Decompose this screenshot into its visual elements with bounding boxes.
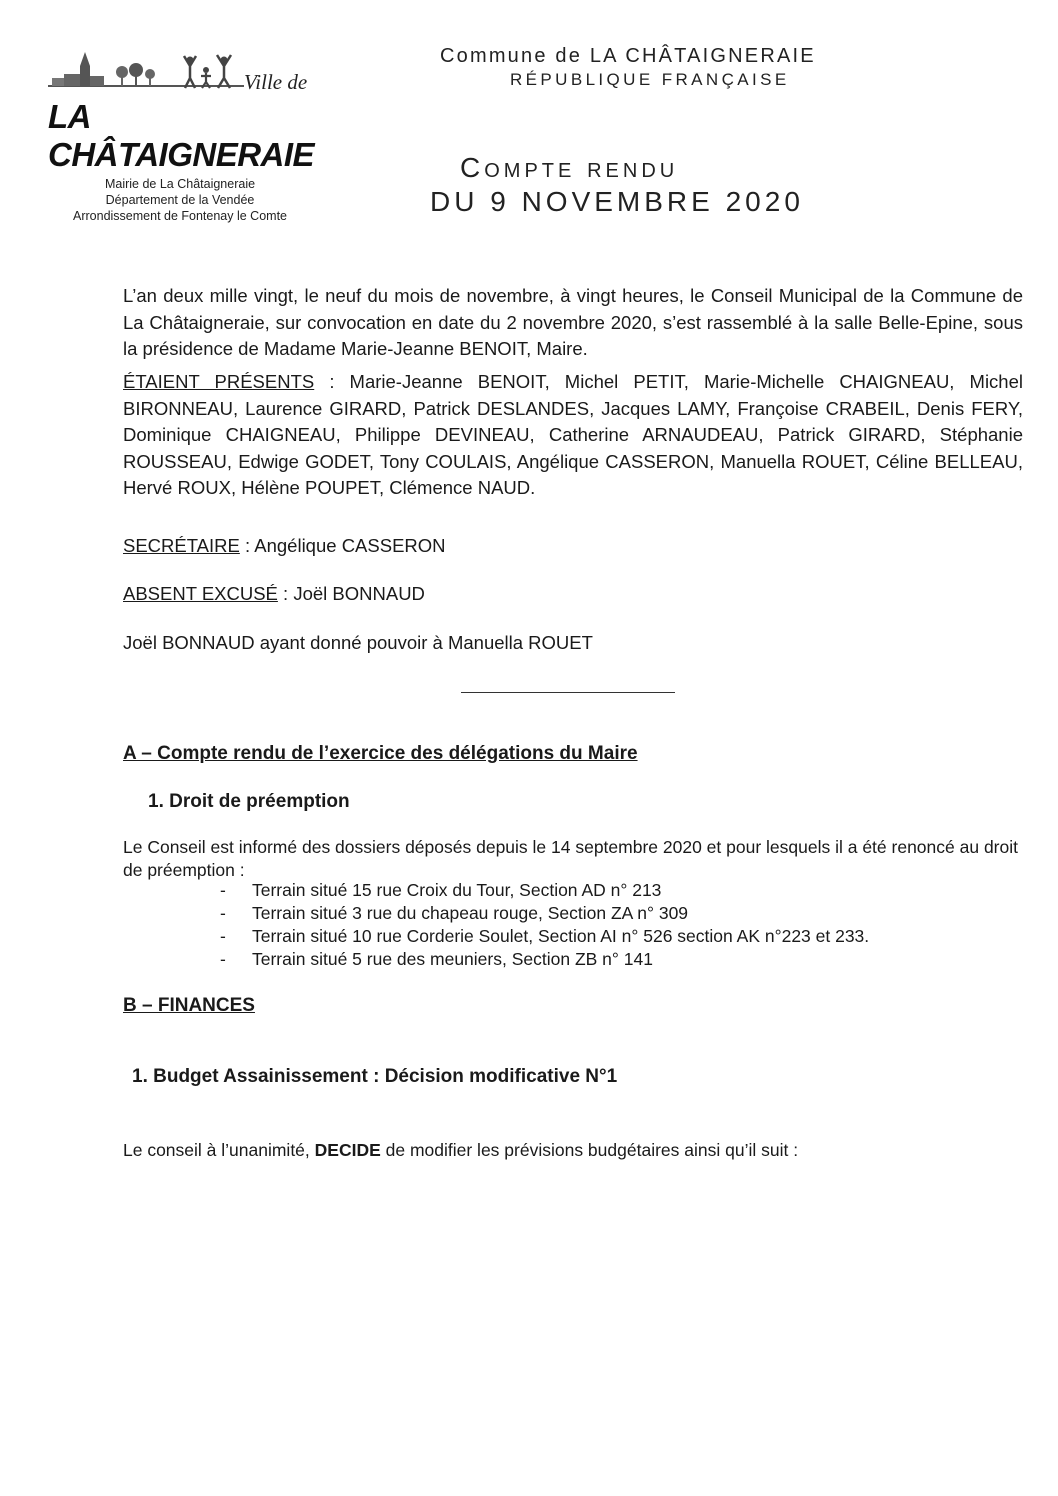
section-a-title: A – Compte rendu de l’exercice des délégations du Maire xyxy=(123,743,638,764)
secretaire-line xyxy=(123,533,1023,560)
document-date: DU 9 NOVEMBRE 2020 xyxy=(430,186,804,217)
section-a-subtitle: 1. Droit de préemption xyxy=(148,791,350,812)
admin-line-arrondissement: Arrondissement de Fontenay le Comte xyxy=(73,209,287,223)
list-item: - Terrain situé 10 rue Corderie Soulet, Section AI n° 526 section AK n°223 et 233. xyxy=(220,925,869,948)
presents-label: ÉTAIENT PRÉSENTS xyxy=(123,371,315,392)
document-title: Compte rendu xyxy=(460,152,679,183)
admin-line-departement: Département de la Vendée xyxy=(105,193,255,207)
pouvoir-line: Joël BONNAUD ayant donné pouvoir à Manuella ROUET xyxy=(123,632,593,653)
logo-ville-de: Ville de xyxy=(244,70,308,94)
intro-paragraph: L’an deux mille vingt, le neuf du mois de novembre, à vingt heures, le Conseil Municipal de la Commune de La Châtaigneraie, sur convocation en date du 2 novembre 2020, s’est rassemblé à la salle Belle-Epine, sous la présidence de Madame Marie-Jeanne BENOIT, Maire. xyxy=(123,285,1023,359)
list-item: - Terrain situé 5 rue des meuniers, Section ZB n° 141 xyxy=(220,948,869,971)
presents-names: : Marie-Jeanne BENOIT, Michel PETIT, Marie-Michelle CHAIGNEAU, Michel BIRONNEAU, Laurence GIRARD, Patrick DESLANDES, Jacques LAMY, Françoise CRABEIL, Denis FERY, Dominique CHAIGNEAU, Philippe DEVINEAU, Catherine ARNAUDEAU, Patrick GIRARD, Stéphanie ROUSSEAU, Edwige GODET, Tony COULAIS, Angélique CASSERON, Manuella ROUET, Céline BELLEAU, Hervé ROUX, Hélène POUPET, Clémence NAUD. xyxy=(123,371,1023,498)
absent-label: ABSENT EXCUSÉ xyxy=(123,583,278,604)
list-item: - Terrain situé 3 rue du chapeau rouge, Section ZA n° 309 xyxy=(220,902,869,925)
section-b-title: B – FINANCES xyxy=(123,995,255,1016)
absent-line xyxy=(123,581,1023,608)
absent-value: : Joël BONNAUD xyxy=(277,583,425,604)
list-item: - Terrain situé 15 rue Croix du Tour, Section AD n° 213 xyxy=(220,879,869,902)
section-b-text xyxy=(123,1139,1023,1162)
separator-line xyxy=(461,692,675,693)
republique-heading: RÉPUBLIQUE FRANÇAISE xyxy=(510,70,790,89)
presents-paragraph xyxy=(123,369,1023,502)
section-a-text: Le Conseil est informé des dossiers déposés depuis le 14 septembre 2020 et pour lesquels il a été renoncé au droit de préemption : xyxy=(123,837,1018,880)
logo-town-name: LA CHÂTAIGNERAIE xyxy=(48,98,315,173)
admin-line-mairie: Mairie de La Châtaigneraie xyxy=(104,177,256,191)
secretaire-value: : Angélique CASSERON xyxy=(239,535,446,556)
secretaire-label: SECRÉTAIRE xyxy=(123,535,240,556)
section-b-subtitle: 1. Budget Assainissement : Décision modificative N°1 xyxy=(132,1066,618,1087)
section-b-text-before: Le conseil à l’unanimité, xyxy=(123,1140,315,1160)
section-b-decide: DECIDE xyxy=(314,1140,381,1160)
section-b-text-after: de modifier les prévisions budgétaires ainsi qu’il suit : xyxy=(380,1140,799,1160)
town-logo xyxy=(44,48,344,173)
commune-heading: Commune de LA CHÂTAIGNERAIE xyxy=(440,45,816,67)
preemption-list xyxy=(220,879,869,971)
